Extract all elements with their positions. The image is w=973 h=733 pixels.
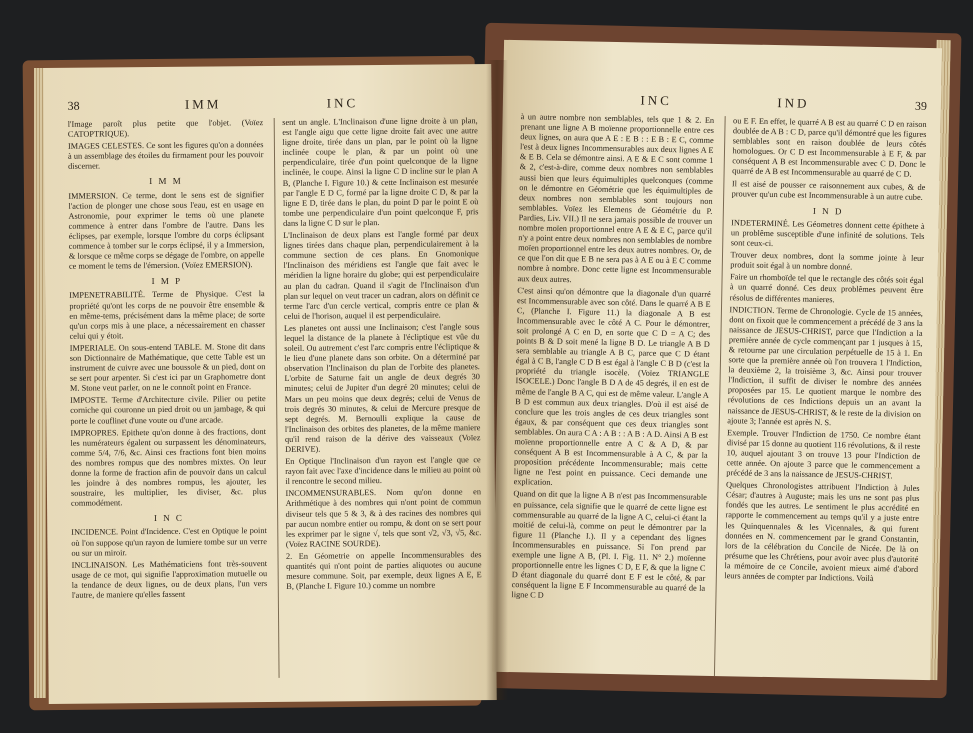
text-paragraph: sent un angle. L'Inclinaison d'une ligne droite à un plan, est l'angle aigu que cette ligne droite fait avec une autre ligne droite, tirée dans un plan, par le point où la ligne inclinée coupe le plan, & par un point où une perpendiculaire, tirée d'un point quelconque de la ligne inclinée, le coupe. Ainsi la ligne C D incline sur le plan A B, (Planche I. Figure 10.) & cette Inclinaison est mesurée par l'angle E D C, formé par la ligne droite C D, & par la ligne E D, tirée dans le plan, du point D par le point E où tombe une perpendiculaire d'un point quelconque F, pris dans la ligne C D sur le plan.	[282, 116, 479, 228]
right-page-header	[521, 90, 927, 114]
text-paragraph: IMPENETRABILITÉ. Terme de Physique. C'est la propriété qu'ont les corps de ne pouvoir être ensemble & en même-tems, précisément dans la même place; de sorte qu'un corps mis à une place, a nécessairement en chasser celui qui y étoit.	[69, 289, 266, 341]
left-page	[43, 64, 497, 704]
left-headword-1: IMM	[184, 96, 222, 112]
book-gutter	[486, 60, 508, 700]
right-headword-2: IND	[777, 95, 810, 111]
text-paragraph: L'Inclinaison de deux plans est l'angle formé par deux lignes tirées dans chaque plan, perpendiculairement à la commune section de ces plans. En Gnomonique l'Inclinaison des méridiens est l'angle que fait avec le méridien la ligne horaire du globe; qui est perpendiculaire au plan du cadran. Quand il s'agit de l'Inclinaison d'un plan sur lequel on veut tracer un cadran, alors on définit ce terme l'arc d'un cercle vertical, compris entre ce plan & celui de l'horison, auquel il est perpendiculaire.	[283, 229, 480, 321]
text-paragraph: IMPOSTE. Terme d'Architecture civile. Pilier ou petite corniche qui couronne un pied droit ou un jambage, & qui porte le couflinet d'une voute ou d'une arcade.	[70, 394, 266, 426]
text-paragraph: Trouver deux nombres, dont la somme jointe à leur produit soit égal à un nombre donné.	[730, 250, 925, 272]
text-paragraph: IMPERIALE. On sous-entend TABLE. M. Stone dit dans son Dictionnaire de Mathématique, que cette Table est un instrument de cuivre avec une boussole & un pied, dont on se sert pour arpenter. Si c'est ici par un Graphometre dont M. Stone veut parler, on ne le connoît point en France.	[69, 341, 266, 393]
right-page-number: 39	[914, 98, 928, 113]
text-paragraph: INCOMMENSURABLES. Nom qu'on donne en Arithmétique à des nombres qui n'ont point de commun diviseur tels que 5 & 3, & à des racines des nombres qui par aucun nombre entier ou rompu, & dont on se sert pour les exprimer par le signe √, tels que sont √2, √3, √5, &c. (Voïez RACINE SOURDE).	[285, 487, 482, 549]
text-paragraph: En Optique l'Inclinaison d'un rayon est l'angle que ce rayon fait avec l'axe d'incidence dans le milieu au point où il rencontre le second milieu.	[285, 455, 481, 487]
text-paragraph: INCIDENCE. Point d'Incidence. C'est en Optique le point où l'on suppose qu'un rayon de lumiere tombe sur un verre ou sur un miroir.	[71, 526, 267, 558]
text-paragraph: IMPROPRES. Epithete qu'on donne à des fractions, dont les numérateurs égalent ou surpassent les dénominateurs, comme 5/4, 7/6, &c. Ainsi ces fractions font bien moins des nombres rompus que des nombres mixtes. On leur donne la forme de fraction afin de pouvoir dans un calcul les joindre à des nombres rompus, les ajouter, les soustraire, les multiplier, les diviser, &c. plus commodément.	[70, 426, 267, 509]
left-headword-2: INC	[326, 95, 359, 111]
text-paragraph: l'Image paroît plus petite que l'objet. (Voïez CATOPTRIQUE).	[67, 118, 264, 139]
text-paragraph: Exemple. Trouver l'Indiction de 1750. Ce nombre étant divisé par 15 donne au quotient 116 révolutions, & il reste 10, auquel ajoutant 3 on trouve 13 pour l'Indiction de cette année. On ajoute 3 parce que le commencement a précédé de 3 ans la naissance de JESUS-CHRIST.	[726, 427, 921, 481]
text-paragraph: IMAGES CELESTES. Ce sont les figures qu'on a données à un assemblage des étoiles du firmament pour les pouvoir discerner.	[67, 140, 264, 172]
section-heading: I N D	[812, 205, 844, 217]
right-page-column-2	[713, 116, 926, 680]
text-paragraph: IMMERSION. Ce terme, dont le sens est de signifier l'action de plonger une chose sous l'eau, est en usage en Astronomie, pour exprimer le tems où une planete commence à entrer dans l'ombre de l'autre. Dans les éclipses, par exemple, lorsque l'ombre du corps éclipsant commence à tomber sur le corps éclipsé, il y a Immersion, & lorsque ce même corps se dégage de l'ombre, on appelle ce moment le tems de l'émersion. (Voïez EMERSION).	[68, 189, 265, 271]
section-heading: I M P	[151, 276, 183, 287]
text-paragraph: Faire un rhomboïde tel que le rectangle des côtés soit égal à un quarré donné. Ces deux problêmes peuvent être résolus de différentes manieres.	[729, 272, 924, 304]
right-headword-1: INC	[640, 92, 673, 109]
right-page-column-1	[510, 112, 714, 676]
right-page	[492, 40, 942, 680]
left-page-column-2	[273, 116, 482, 678]
left-page-header	[67, 94, 477, 114]
text-paragraph: Quelques Chronologistes attribuent l'Indiction à Jules César; d'autres à Auguste; mais les uns ne sont pas plus fondés que les autres. Le sentiment le plus accrédité en rapporte le commencement au temps qu'il y a juste entre les Quinquennales & les Vicennales, & qui furent données en N. commencement par le grand Constantin, lors de la célébration du Concile de Nicée. De là on présume que les Chrétiens, pour avoir avec plus d'autorité la mémoire de ce Concile, avoient mieux aimé d'abord leurs années de compter par Indictions. Voilà	[724, 480, 920, 584]
text-paragraph: Il est aisé de pousser ce raisonnement aux cubes, & de prouver qu'un cube est Incommensurable à un autre cube.	[731, 178, 926, 202]
left-page-column-1	[68, 118, 268, 680]
text-paragraph: 2. En Géometrie on appelle Incommensurables des quantités qui n'ont point de parties aliquotes ou aucune mesure commune. Soit, par exemple, deux lignes A E, E B, (Planche I. Figure 10.) comme un nombre	[285, 550, 482, 592]
section-heading: I N C	[153, 513, 184, 524]
text-paragraph: ou E F. En effet, le quarré A B est au quarré C D en raison doublée de A B : C D, parce qu'il démontré que les figures semblables sont en raison doublée de leurs côtés homologues. Or C D est Incommensurable à E F, & par conséquent A B est Incommensurable avec C D. Donc le quarré de A B est Incommensurable au quarré de C D.	[732, 116, 927, 180]
section-heading: I M M	[149, 176, 183, 187]
text-paragraph: Les planetes ont aussi une Inclinaison; c'est l'angle sous lequel la distance de la planete à l'écliptique est vûe du soleil. Ou autrement c'est l'arc compris entre l'écliptique & le lieu d'une planete dans son orbite. On a déterminé par observation l'Inclinaison du plan de l'orbite des planetes. L'orbite de Saturne fait un angle de deux degrés 30 minutes; celui de Jupiter d'un degré 20 minutes; celui de Mars un peu moins que deux degrés; celui de Venus de trois degrés 30 minutes, & celui de Mercure presque de sept degrés. M. Bernoulli explique la cause de l'Inclinaison des orbites des planetes, de la même maniere qu'il rend raison de la dérive des vaisseaux (Voïez DERIVE).	[283, 322, 481, 454]
text-paragraph: INDETERMINÉ. Les Géometres donnent cette épithete à un problême susceptible d'une infinité de solutions. Tels sont ceux-ci.	[730, 218, 925, 249]
text-paragraph: à un autre nombre non semblables, tels que 1 & 2. En prenant une ligne A B moïenne proportionnelle entre ces deux lignes, on aura que A E : E B : : E B : E C, comme l'est à deux lignes Incommensurables aux deux lignes A E & E B. Cela se démontre ainsi. A E & E C sont comme 1 & 2, c'est-à-dire, comme deux nombres non semblables aussi bien que leurs équimultiples quelconques (comme on le démontre en Géométrie que les équimultiples de deux nombres non semblables sont toujours non semblables. Voïez les Elemens de Géométrie du P. Pardies, Liv. VII.) Il ne sera jamais possible de trouver un nombre moïen proportionnel entre A E & E C, parce qu'il n'y a point entre deux nombres non semblables de nombre moïen proportionnel entre les deux autres nombres. Or, de ce que l'on dit que E B ne sera pas à A E ou à E C comme nombre à nombre. Donc cette ligne est Incommensurable aux deux autres.	[517, 112, 715, 284]
text-paragraph: INCLINAISON. Les Mathématiciens font très-souvent usage de ce mot, qui signifie l'approximation mutuelle ou la tendance de deux lignes, ou de deux plans, l'un vers l'autre, de maniere qu'elles fassent	[71, 558, 268, 600]
text-paragraph: C'est ainsi qu'on démontre que la diagonale d'un quarré est Incommensurable avec son côté. Dans le quarré A B E C, (Planche I. Figure 11.) la diagonale A B est Incommensurable avec le côté A C. Pour le démontrer, soit prolongé A C en D, en sorte que C D = A C; des points B & D soit mené la ligne B D. Le triangle A B D sera semblable au triangle A B C, parce que C D étant égal à C B, l'angle C D B est égal à l'angle C B D (c'est la propriété du triangle isocèle. (Voïez TRIANGLE ISOCELE.) Donc l'angle B D A de 45 degrés, il en est de même de l'angle B A C, qui est de même valeur. L'angle A B D est commun aux deux triangles. D'où il est aisé de conclure que les trois angles de ces deux triangles sont égaux, & par conséquent que ces deux triangles sont semblables. On aura C A : A B : : A B : A D. Ainsi A B est moïenne proportionnelle entre A C & A D, & par conséquent A B est Incommensurable à A C, & par la proposition précédente Incommensurable; mais cette ligne ne l'est point en puissance. Ceci demande une explication.	[513, 285, 711, 488]
left-page-number: 38	[67, 98, 80, 113]
text-paragraph: Quand on dit que la ligne A B n'est pas Incommensurable en puissance, cela signifie que le quarré de cette ligne est commensurable au quarré de la ligne A C, celui-ci étant la moitié de celui-là, comme on peut le démontrer par la figure 11 (Planche I.). Il y a cependant des lignes Incommensurables en puissance. Si l'on prend par exemple une ligne A B, (Pl. I. Fig. 11. N° 2.) moïenne proportionnelle entre les lignes C D, E F, & que la ligne C D étant diagonale du quarré dont E F est le côté, & par conséquent la ligne E F Incommensurable au quarré de la ligne C D	[511, 489, 707, 601]
text-paragraph: INDICTION. Terme de Chronologie. Cycle de 15 années, dont on fixoit que le commencement a précédé de 3 ans la naissance de JESUS-CHRIST, parce que l'Indiction a la première année de cycle commençant par 1 jusques à 15, & retourne par une circulation perpétuelle de 15 à 1. En sorte que la première année où l'on trouvera 1 l'Indiction, la deuxième 2, la troisième 3, &c. Ainsi pour trouver l'Indiction, il suffit de diviser le nombre des années proposées par 15. Le quotient marque le nombre des révolutions de ces Indictions depuis un an avant la naissance de JESUS-CHRIST, & le reste de la division on ajoute 3; l'année est après N. S.	[727, 304, 924, 427]
